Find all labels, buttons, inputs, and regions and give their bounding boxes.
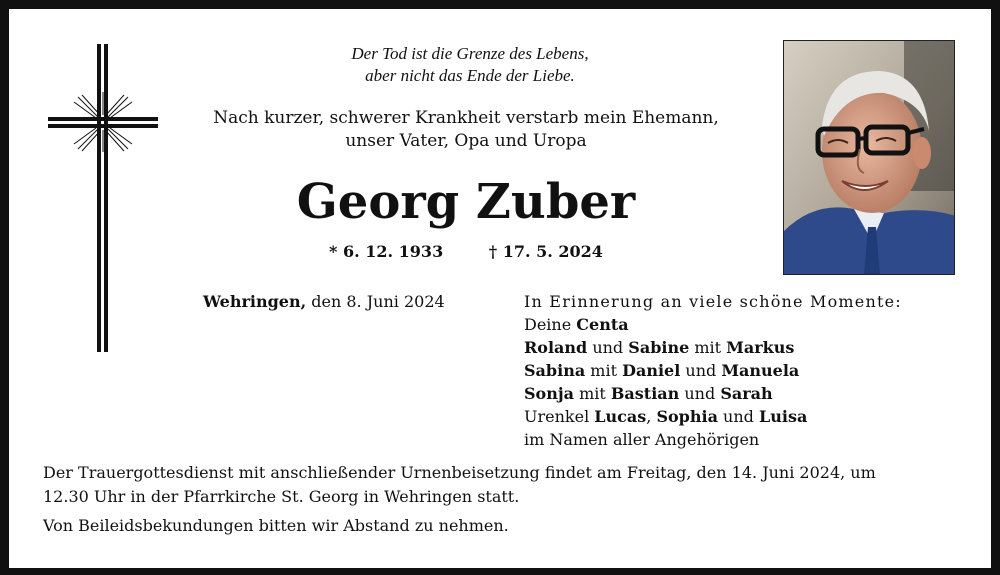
family-connector: Deine [524,315,577,334]
family-name: Markus [726,338,795,357]
family-name: Lucas [594,407,647,426]
intro-line-2: unser Vater, Opa und Uropa [345,131,587,151]
death-date: † 17. 5. 2024 [488,242,603,261]
life-dates [196,240,736,264]
family-name: Daniel [622,361,681,380]
motto [200,43,740,87]
family-name: Bastian [610,384,680,403]
service-line-2: 12.30 Uhr in der Pfarrkirche St. Georg in Wehringen statt. [43,487,520,506]
motto-line-2: aber nicht das Ende der Liebe. [365,66,575,85]
birth-date: * 6. 12. 1933 [329,242,444,261]
family-connector: und [679,384,721,403]
condolence-note: Von Beileidsbekundungen bitten wir Abstand zu nehmen. [43,516,509,535]
family-name: Luisa [758,407,808,426]
family-connector: und [587,338,629,357]
family-name: Sophia [656,407,718,426]
family-line [524,313,902,336]
place-name: Wehringen, [203,292,307,311]
family-name: Sabine [628,338,690,357]
family-connector: und [717,407,759,426]
family-name: Sabina [524,361,586,380]
family-line [524,359,902,382]
intro-text [196,107,736,153]
family-connector: mit [574,384,611,403]
family-list [524,290,902,451]
family-line [524,382,902,405]
place-date [203,290,445,314]
family-connector: mit [689,338,727,357]
family-connector: und [680,361,722,380]
portrait-photo [783,40,955,275]
service-line-1: Der Trauergottesdienst mit anschließender Urnenbeisetzung findet am Freitag, den 14. Juni 2024, um [43,463,876,482]
family-connector: , [646,407,657,426]
family-name: Roland [524,338,588,357]
family-connector: Urenkel [524,407,595,426]
family-name: Manuela [721,361,800,380]
family-name: Sarah [720,384,773,403]
deceased-name: Georg Zuber [296,174,636,230]
family-name: Centa [576,315,629,334]
family-name: Sonja [524,384,575,403]
intro-line-1: Nach kurzer, schwerer Krankheit verstarb mein Ehemann, [213,108,719,128]
service-info [43,461,973,509]
family-line [524,336,902,359]
cross-icon [46,42,160,354]
family-closing: im Namen aller Angehörigen [524,430,760,449]
family-connector: mit [585,361,623,380]
motto-line-1: Der Tod ist die Grenze des Lebens, [351,44,589,63]
family-line [524,405,902,428]
notice-date: den 8. Juni 2024 [306,292,445,311]
family-heading: In Erinnerung an viele schöne Momente: [524,292,902,311]
